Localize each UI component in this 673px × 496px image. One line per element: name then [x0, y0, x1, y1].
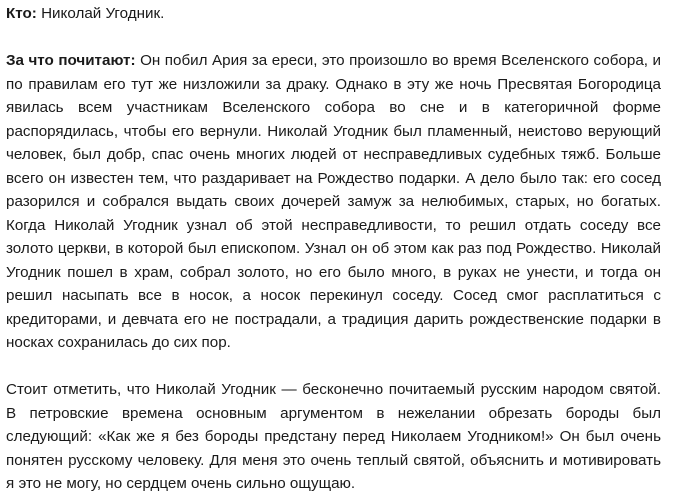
reason-text: Он побил Ария за ереси, это произошло во время Вселенского собора, и по правилам его тут же низложили за драку. Однако в эту же ночь Пресвятая Богородица явилась всем участникам Вселенского собора во сне и в категоричной форме распорядилась, чтобы его вернули. Николай Угодник был пламенный, неистово верующий человек, был добр, спас очень многих людей от несправедливых судебных тяжб. Больше всего он известен тем, что раздаривает на Рождество подарки. А дело было так: его сосед разорился и собрался выдать своих дочерей замуж за нелюбимых, старых, но богатых. Когда Николай Угодник узнал об этой несправедливости, то решил отдать соседу все золото церкви, в которой был епископом. Узнал он об этом как раз под Рождество. Николай Угодник пошел в храм, собрал золото, но его было много, в руках не унести, и тогда он решил насыпать все в носок, а носок перекинул соседу. Сосед смог расплатиться с кредиторами, и девчата его не пострадали, а традиция дарить рождественские подарки в носках сохранилась до сих пор.: [6, 52, 661, 351]
who-value: Николай Угодник.: [41, 5, 165, 22]
reason-paragraph: [6, 49, 661, 355]
note-paragraph: Стоит отметить, что Николай Угодник — бесконечно почитаемый русским народом святой. В петровские времена основным аргументом в нежелании обрезать бороды был следующий: «Как же я без бороды предстану перед Николаем Угодником!» Он был очень понятен русскому человеку. Для меня это очень теплый святой, объяснить и мотивировать я это не могу, но сердцем очень сильно ощущаю.: [6, 381, 661, 492]
who-line: [6, 2, 661, 26]
reason-label: За что почитают:: [6, 52, 136, 69]
who-label: Кто:: [6, 5, 37, 22]
